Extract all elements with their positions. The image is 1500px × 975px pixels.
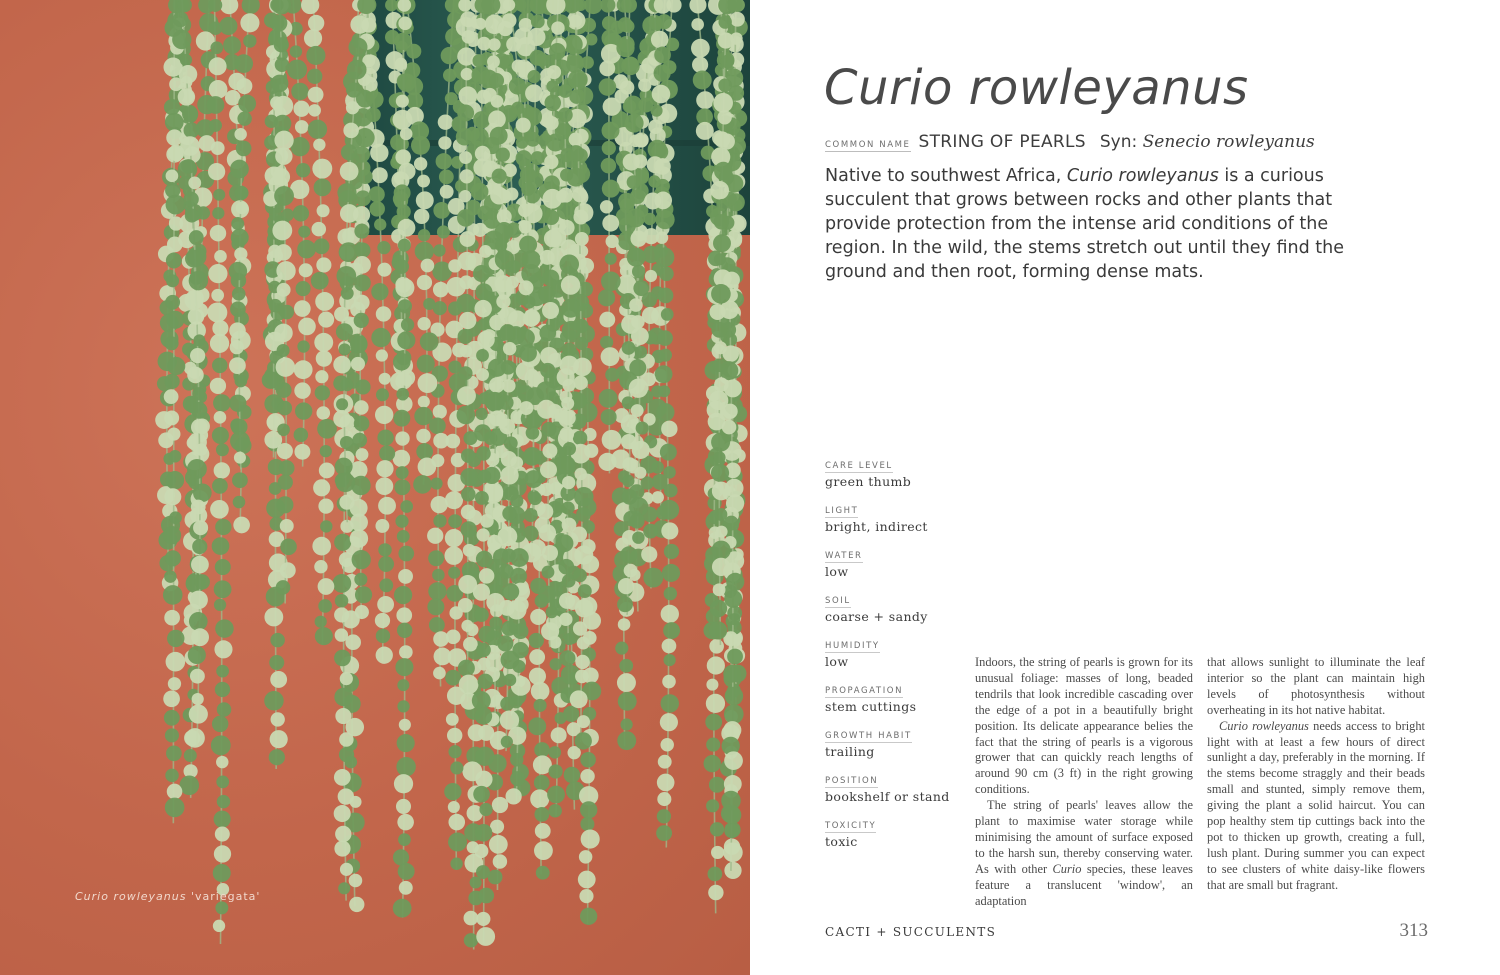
fact-item (825, 768, 965, 805)
fact-label: HUMIDITY (825, 641, 880, 651)
fact-item (825, 543, 965, 580)
caption-cultivar: 'variegata' (190, 890, 261, 903)
p2-genus: Curio (1052, 861, 1082, 876)
section-title: CACTI + SUCCULENTS (825, 925, 997, 939)
fact-value: coarse + sandy (825, 609, 928, 624)
p2-text: The string of pearls' leaves allow the plant to maximise water storage while minimising the amount of surface exposed to the harsh sun, thereby conserving water. As with other (975, 798, 1193, 876)
fact-value: green thumb (825, 474, 912, 489)
common-name-row (825, 132, 1315, 152)
fact-value: bright, indirect (825, 519, 928, 534)
body-paragraph-1: Indoors, the string of pearls is grown for its unusual foliage: masses of long, beaded tendrils that look incredible cascading over the edge of a pot in a beautifully bright position. Its delicate appearance belies the fact that the string of pearls is a vigorous grower that can quickly reach lengths of around 90 cm (3 ft) in the right growing conditions. (975, 655, 1193, 797)
fact-item (825, 678, 965, 715)
fact-value: low (825, 564, 849, 579)
intro-text: Native to southwest Africa, (825, 166, 1067, 186)
fact-label: SOIL (825, 596, 851, 606)
p3-species: Curio rowleyanus (1219, 718, 1309, 733)
p2-continued: that allows sunlight to illuminate the leaf interior so the plant can maintain high levels of photosynthesis without overheating in its hot native habitat. (1207, 655, 1425, 717)
common-name: STRING OF PEARLS (918, 132, 1086, 152)
fact-value: low (825, 654, 849, 669)
fact-value: bookshelf or stand (825, 789, 950, 804)
body-paragraph-2-cont (1207, 655, 1425, 719)
page-number: 313 (1399, 920, 1428, 941)
photo-caption (75, 890, 260, 903)
fact-item (825, 453, 965, 490)
fact-item (825, 588, 965, 625)
fact-label: WATER (825, 551, 863, 561)
fact-label: CARE LEVEL (825, 461, 893, 471)
fact-value: stem cuttings (825, 699, 917, 714)
p3-text: needs access to bright light with at least a few hours of direct sunlight a day, preferably in the morning. If the stems become straggly and their beads small and stunted, simply remove them, giving the plant a solid haircut. You can pop healthy stem tip cuttings back into the pot to thicken up growth, creating a full, lush plant. During summer you can expect to see clusters of white daisy-like flowers that are small but fragrant. (1207, 718, 1425, 892)
text-page (750, 0, 1500, 975)
intro-paragraph (825, 164, 1370, 284)
synonym-label: Syn: (1099, 132, 1138, 152)
fact-value: trailing (825, 744, 875, 759)
fact-item (825, 633, 965, 670)
body-paragraph-3 (1207, 719, 1425, 894)
body-column-1 (975, 655, 1193, 910)
body-column-2 (1207, 655, 1425, 894)
fact-label: POSITION (825, 776, 879, 786)
fact-label: TOXICITY (825, 821, 877, 831)
fact-value: toxic (825, 834, 858, 849)
care-facts (825, 453, 965, 858)
intro-species: Curio rowleyanus (1066, 166, 1219, 186)
p2-text-rest: species, these leaves feature a translucent 'window', an adaptation (975, 861, 1193, 908)
body-paragraph-2 (975, 798, 1193, 909)
page-title: Curio rowleyanus (824, 60, 1249, 116)
common-name-label: COMMON NAME (825, 140, 911, 150)
fact-label: LIGHT (825, 506, 859, 516)
fact-item (825, 723, 965, 760)
synonym-name: Senecio rowleyanus (1142, 132, 1315, 152)
fact-item (825, 813, 965, 850)
fact-label: PROPAGATION (825, 686, 904, 696)
fact-item (825, 498, 965, 535)
caption-species: Curio rowleyanus (75, 890, 187, 903)
intro-text-rest: is a curious succulent that grows between rocks and other plants that provide protection from the intense arid conditions of the region. In the wild, the stems stretch out until they find the ground and then root, forming dense mats. (825, 166, 1344, 282)
synonym (1100, 132, 1315, 152)
fact-label: GROWTH HABIT (825, 731, 912, 741)
